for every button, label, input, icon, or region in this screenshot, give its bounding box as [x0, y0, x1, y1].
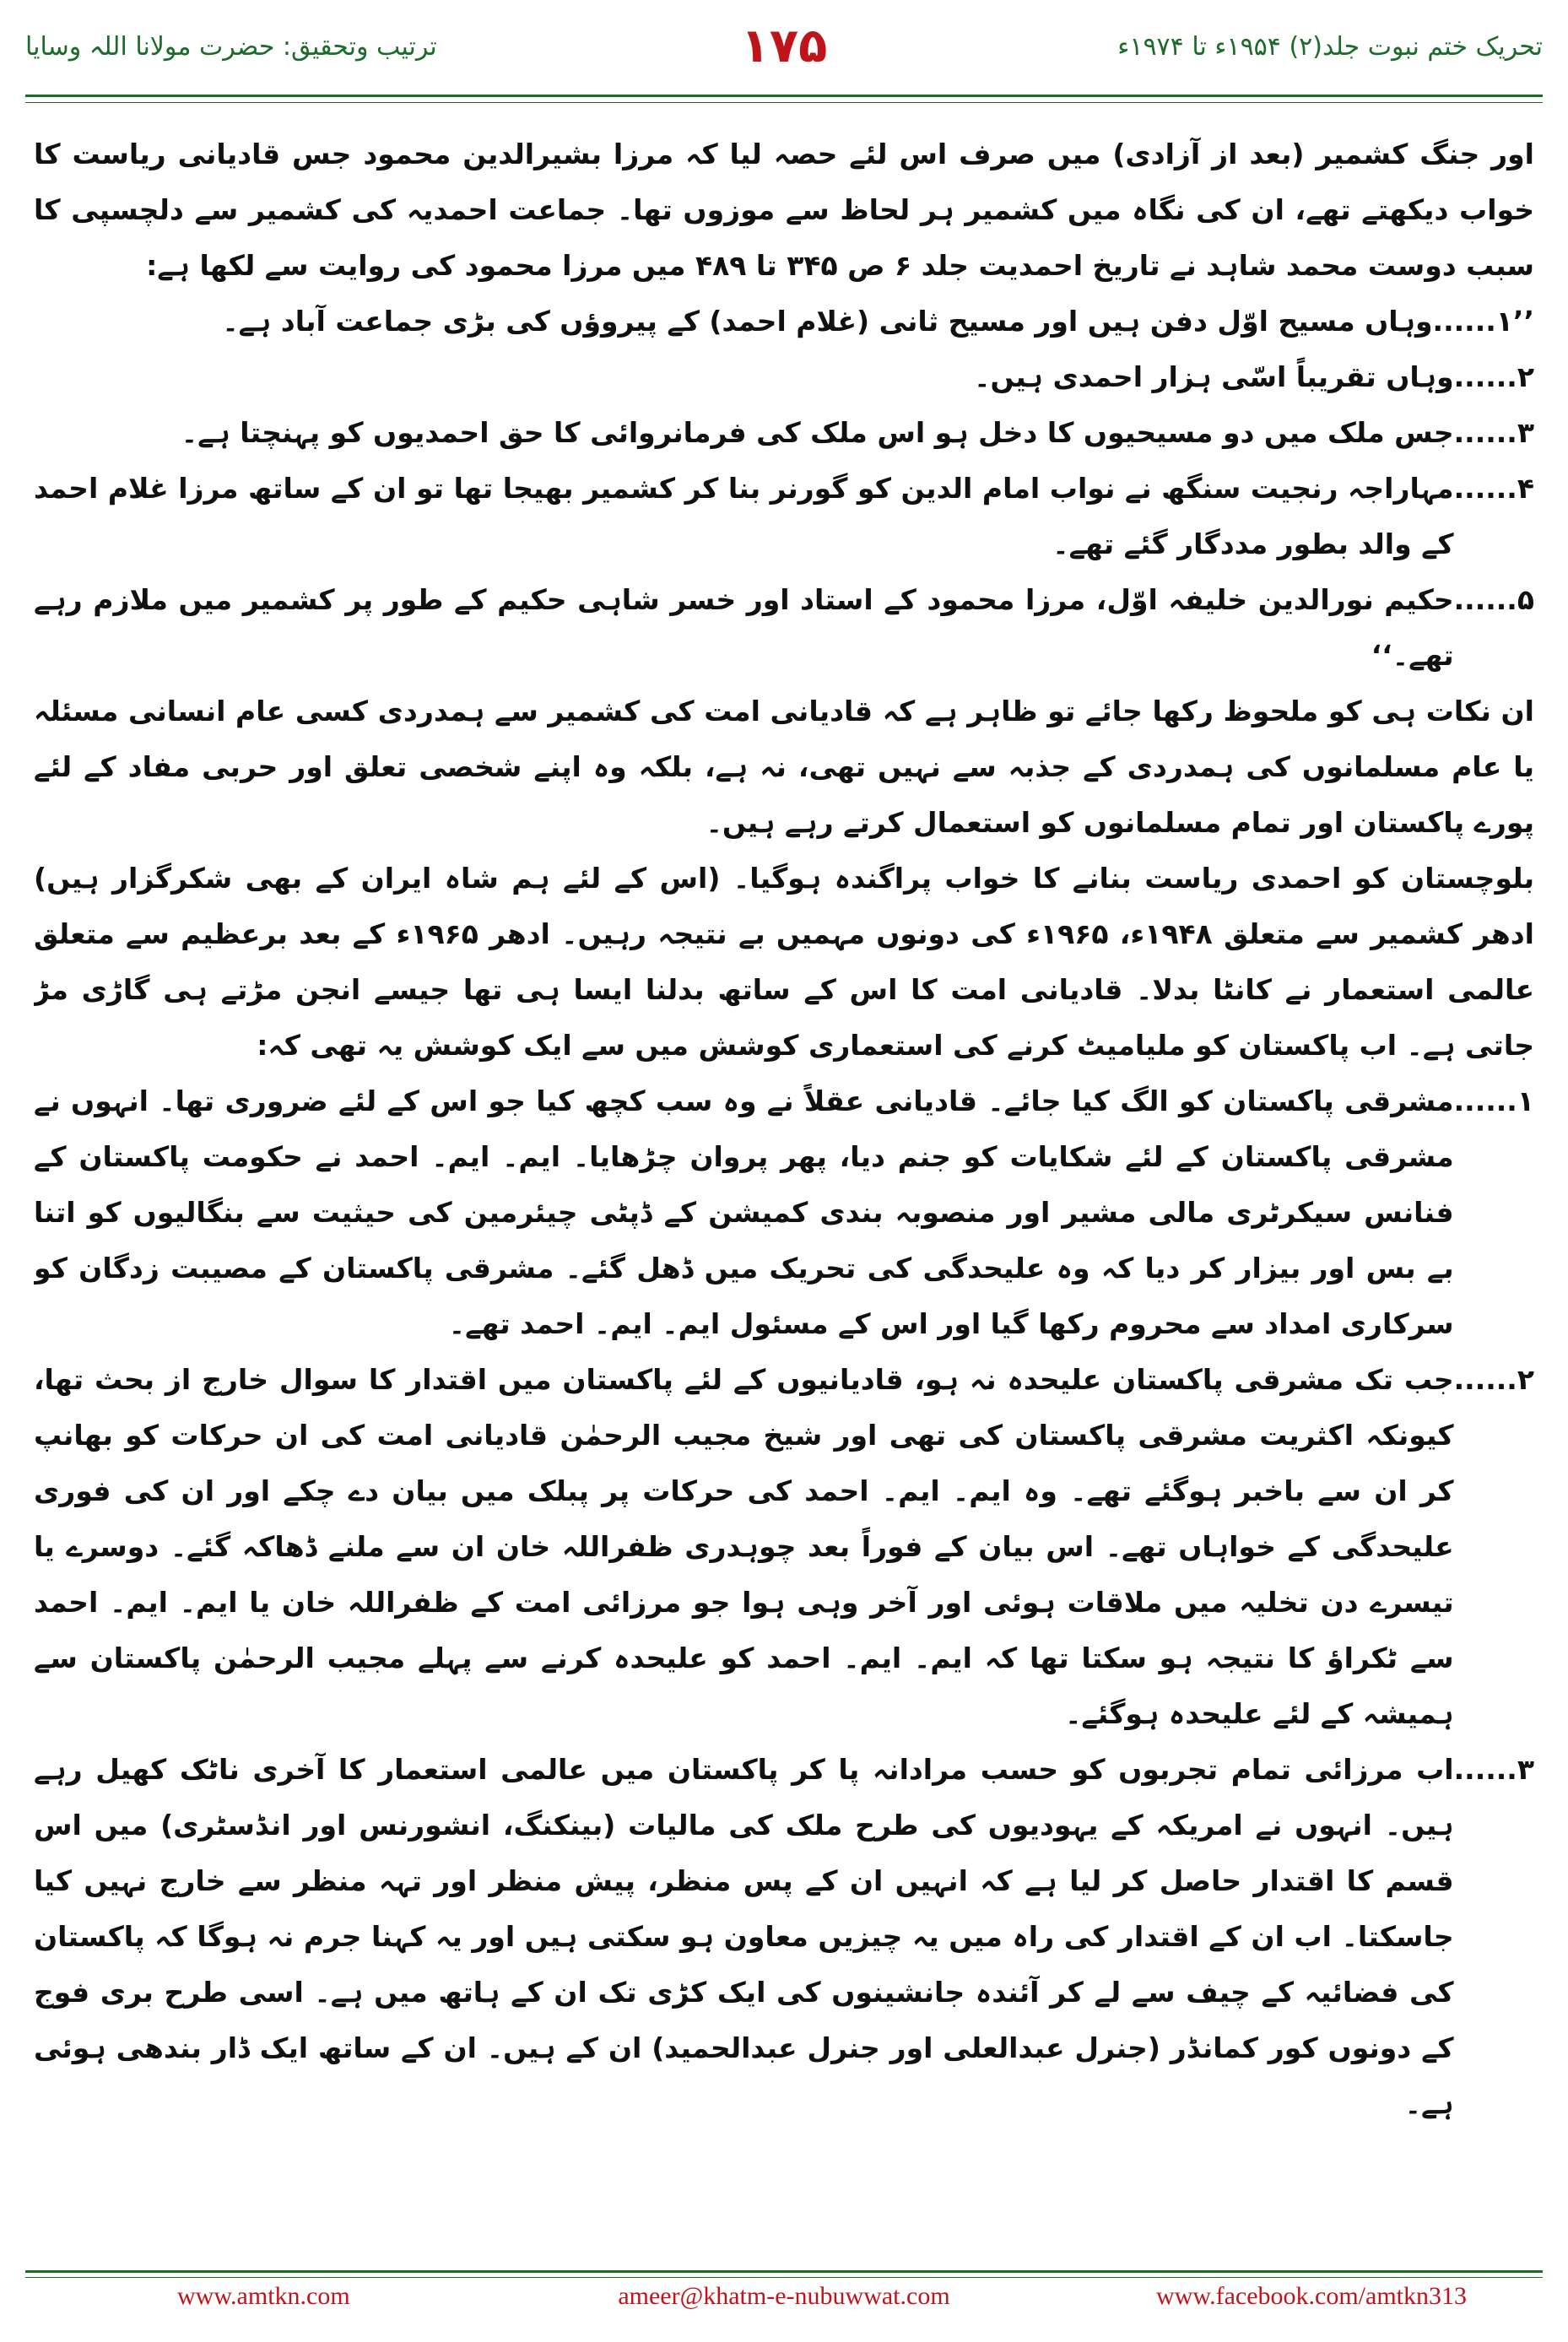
page-body [34, 127, 1534, 2203]
item-number: ۳...... [1453, 1753, 1534, 1786]
intro-paragraph: اور جنگ کشمیر (بعد از آزادی) میں صرف اس لئے حصہ لیا کہ مرزا بشیرالدین محمود جس قادیانی ریاست کا خواب دیکھتے تھے، ان کی نگاہ میں کشمیر ہر لحاظ سے موزوں تھا۔ جماعت احمدیہ کی کشمیر سے دلچسپی کا سبب دوست محمد شاہد نے تاریخ احمدیت جلد ۶ ص ۳۴۵ تا ۴۸۹ میں مرزا محمود کی روایت سے لکھا ہے: [34, 138, 1534, 282]
facebook-link[interactable]: www.facebook.com/amtkn313 [1156, 2282, 1467, 2310]
page-number: ۱۷۵ [740, 19, 828, 73]
item-text: وہاں تقریباً اسّی ہزار احمدی ہیں۔ [974, 360, 1454, 393]
numbered-item [34, 1742, 1534, 2132]
quote-item [34, 572, 1534, 684]
item-number: ۳...... [1453, 416, 1534, 449]
book-title: تحریک ختم نبوت جلد(۲) ۱۹۵۴ء تا ۱۹۷۴ء [1117, 32, 1543, 62]
item-text: جس ملک میں دو مسیحیوں کا دخل ہو اس ملک کی فرمانروائی کا حق احمدیوں کو پہنچتا ہے۔ [181, 416, 1454, 449]
item-number: ۱...... [1453, 1084, 1534, 1117]
quote-item [34, 294, 1534, 349]
item-number: ۲...... [1453, 360, 1534, 393]
email-link[interactable]: ameer@khatm-e-nubuwwat.com [618, 2282, 950, 2310]
item-text: حکیم نورالدین خلیفہ اوّل، مرزا محمود کے استاد اور خسر شاہی حکیم کے طور پر کشمیر میں ملازم رہے تھے۔‘‘ [34, 583, 1454, 672]
quote-item [34, 349, 1534, 405]
website-link[interactable]: www.amtkn.com [177, 2282, 350, 2310]
page-header [25, 17, 1543, 110]
footer-divider [25, 2270, 1543, 2278]
quote-item [34, 405, 1534, 461]
item-text: اب مرزائی تمام تجربوں کو حسب مرادانہ پا کر پاکستان میں عالمی استعمار کا آخری ناٹک کھیل رہے ہیں۔ انہوں نے امریکہ کے یہودیوں کی طرح ملک کی مالیات (بینکنگ، انشورنس اور انڈسٹری) میں اس قسم کا اقتدار حاصل کر لیا ہے کہ انہیں ان کے پس منظر، پیش منظر اور تہہ منظر سے خارج نہیں کیا جاسکتا۔ اب ان کے اقتدار کی راہ میں یہ چیزیں معاون ہو سکتی ہیں اور یہ کہنا جرم نہ ہوگا کہ پاکستان کی فضائیہ کے چیف سے لے کر آئندہ جانشینوں کی ایک کڑی تک ان کے ہاتھ میں ہے۔ اسی طرح بری فوج کے دونوں کور کمانڈر (جنرل عبدالعلی اور جنرل عبدالحمید) ان کے ہیں۔ ان کے ساتھ ایک ڈار بندھی ہوئی ہے۔ [34, 1753, 1454, 2120]
numbered-item [34, 1352, 1534, 1742]
item-text: جب تک مشرقی پاکستان علیحدہ نہ ہو، قادیانیوں کے لئے پاکستان میں اقتدار کا سوال خارج از بحث تھا، کیونکہ اکثریت مشرقی پاکستان کی تھی اور شیخ مجیب الرحمٰن قادیانی امت کی ان حرکات کو بھانپ کر ان سے باخبر ہوگئے تھے۔ وہ ایم۔ ایم۔ احمد کی حرکات پر پبلک میں بیان دے چکے اور ان کی فوری علیحدگی کے خواہاں تھے۔ اس بیان کے فوراً بعد چوہدری ظفراللہ خان ان سے ملنے ڈھاکہ گئے۔ دوسرے یا تیسرے دن تخلیہ میں ملاقات ہوئی اور آخر وہی ہوا جو مرزائی امت کے ظفراللہ خان یا ایم۔ ایم۔ احمد سے ٹکراؤ کا نتیجہ ہو سکتا تھا کہ ایم۔ ایم۔ احمد کو علیحدہ کرنے سے پہلے مجیب الرحمٰن پاکستان سے ہمیشہ کے لئے علیحدہ ہوگئے۔ [34, 1363, 1454, 1730]
quote-item [34, 461, 1534, 572]
item-number: ’’۱...... [1432, 305, 1534, 338]
compiler-credit: ترتیب وتحقیق: حضرت مولانا اللہ وسایا [25, 32, 437, 62]
item-text: مشرقی پاکستان کو الگ کیا جائے۔ قادیانی عقلاً نے وہ سب کچھ کیا جو اس کے لئے ضروری تھا۔ انہوں نے مشرقی پاکستان کے لئے شکایات کو جنم دیا، پھر پروان چڑھایا۔ ایم۔ ایم۔ احمد نے حکومت پاکستان کے فنانس سیکرٹری مالی مشیر اور منصوبہ بندی کمیشن کے ڈپٹی چیئرمین کی حیثیت سے بنگالیوں کو اتنا بے بس اور بیزار کر دیا کہ وہ علیحدگی کی تحریک میں ڈھل گئے۔ مشرقی پاکستان کے مصیبت زدگان کو سرکاری امداد سے محروم رکھا گیا اور اس کے مسئول ایم۔ ایم۔ احمد تھے۔ [34, 1084, 1454, 1340]
item-number: ۴...... [1453, 472, 1534, 505]
item-text: مہاراجہ رنجیت سنگھ نے نواب امام الدین کو گورنر بنا کر کشمیر بھیجا تھا تو ان کے ساتھ مرزا غلام احمد کے والد بطور مددگار گئے تھے۔ [34, 472, 1454, 560]
numbered-item [34, 1074, 1534, 1352]
body-paragraph: بلوچستان کو احمدی ریاست بنانے کا خواب پراگندہ ہوگیا۔ (اس کے لئے ہم شاہ ایران کے بھی شکرگزار ہیں) ادھر کشمیر سے متعلق ۱۹۴۸ء، ۱۹۶۵ء کی دونوں مہمیں بے نتیجہ رہیں۔ ادھر ۱۹۶۵ء کے بعد برعظیم سے متعلق عالمی استعمار نے کانٹا بدلا۔ قادیانی امت کا اس کے ساتھ بدلنا ایسا ہی تھا جیسے انجن مڑتے ہی گاڑی مڑ جاتی ہے۔ اب پاکستان کو ملیامیٹ کرنے کی استعماری کوشش میں سے ایک کوشش یہ تھی کہ: [34, 862, 1534, 1062]
header-divider [25, 95, 1543, 103]
body-paragraph: ان نکات ہی کو ملحوظ رکھا جائے تو ظاہر ہے کہ قادیانی امت کی کشمیر سے ہمدردی کسی عام انسانی مسئلہ یا عام مسلمانوں کی ہمدردی کے جذبہ سے نہیں تھی، نہ ہے، بلکہ وہ اپنے شخصی تعلق اور حربی مفاد کے لئے پورے پاکستان اور تمام مسلمانوں کو استعمال کرتے رہے ہیں۔ [34, 695, 1534, 839]
item-text: وہاں مسیح اوّل دفن ہیں اور مسیح ثانی (غلام احمد) کے پیروؤں کی بڑی جماعت آباد ہے۔ [222, 305, 1433, 338]
item-number: ۵...... [1453, 583, 1534, 616]
item-number: ۲...... [1453, 1363, 1534, 1396]
page-footer [25, 2270, 1543, 2321]
